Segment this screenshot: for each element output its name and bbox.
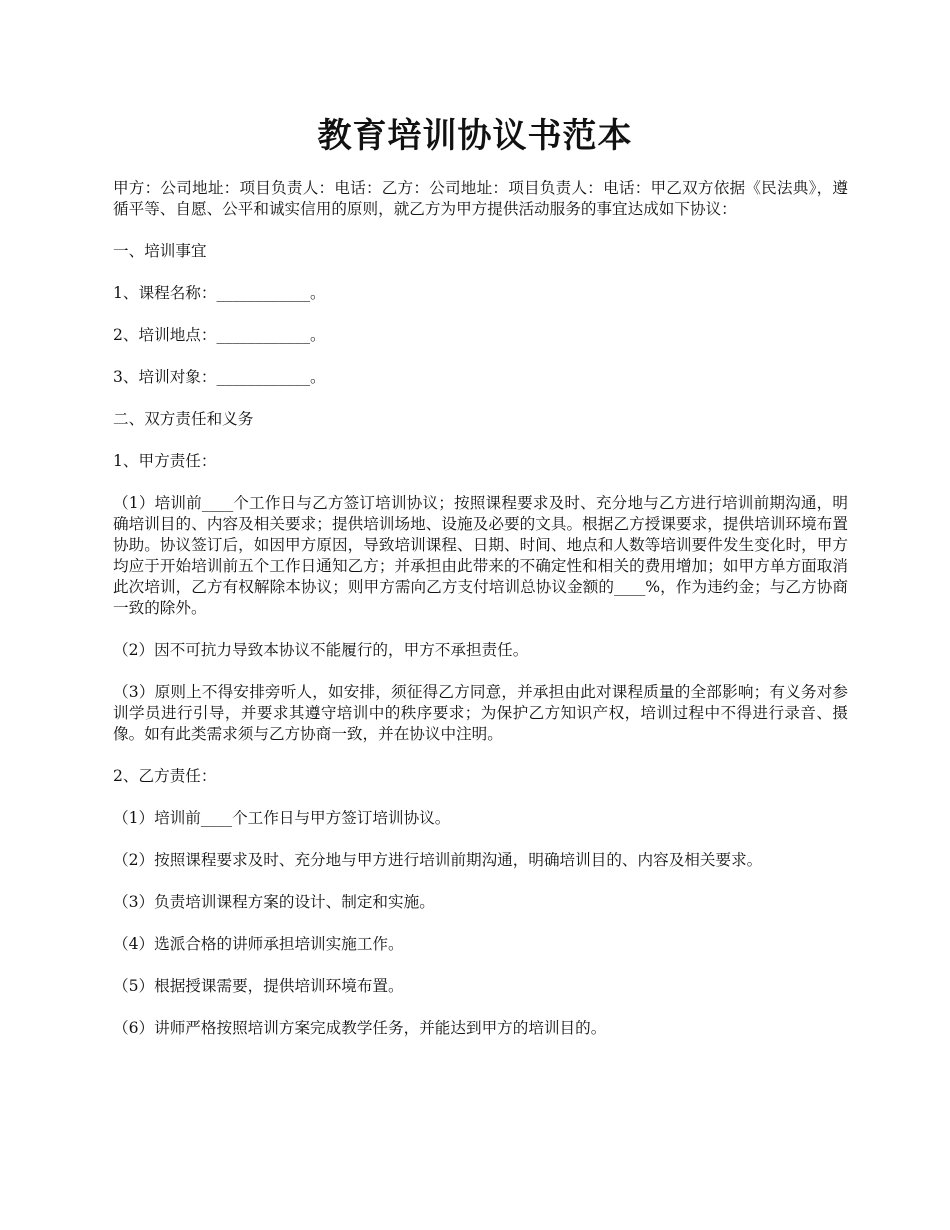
party-b-clause-1: （1）培训前____个工作日与甲方签订培训协议。 — [113, 809, 451, 827]
section-heading-responsibilities: 二、双方责任和义务 — [113, 410, 254, 428]
party-b-responsibility-heading: 2、乙方责任： — [113, 767, 217, 785]
party-b-clause-6: （6）讲师严格按照培训方案完成教学任务，并能达到甲方的培训目的。 — [113, 1019, 607, 1037]
document-title: 教育培训协议书范本 — [317, 116, 633, 156]
party-b-clause-3: （3）负责培训课程方案的设计、制定和实施。 — [113, 893, 435, 911]
party-a-responsibility-heading: 1、甲方责任： — [113, 452, 217, 470]
party-a-clause-3: （3）原则上不得安排旁听人，如安排，须征得乙方同意，并承担由此对课程质量的全部影响；有义务对参训学员进行引导，并要求其遵守培训中的秩序要求；为保护乙方知识产权，培训过程中不得进行录音、摄像。如有此类需求须与乙方协商一致，并在协议中注明。 — [113, 683, 849, 743]
intro-paragraph: 甲方：公司地址：项目负责人：电话：乙方：公司地址：项目负责人：电话：甲乙双方依据《民法典》，遵循平等、自愿、公平和诚实信用的原则，就乙方为甲方提供活动服务的事宜达成如下协议： — [113, 179, 848, 218]
section-heading-training-matters: 一、培训事宜 — [113, 242, 207, 260]
course-name-line: 1、课程名称：____________。 — [113, 284, 326, 302]
document-body — [113, 178, 848, 1060]
party-b-clause-2: （2）按照课程要求及时、充分地与甲方进行培训前期沟通，明确培训目的、内容及相关要求。 — [113, 851, 763, 869]
party-a-clause-2: （2）因不可抗力导致本协议不能履行的，甲方不承担责任。 — [113, 641, 529, 659]
party-b-clause-5: （5）根据授课需要，提供培训环境布置。 — [113, 977, 404, 995]
training-target-line: 3、培训对象：____________。 — [113, 368, 326, 386]
training-location-line: 2、培训地点：____________。 — [113, 326, 326, 344]
party-a-clause-1: （1）培训前____个工作日与乙方签订培训协议；按照课程要求及时、充分地与乙方进行培训前期沟通，明确培训目的、内容及相关要求；提供培训场地、设施及必要的文具。根据乙方授课要求，提供培训环境布置协助。协议签订后，如因甲方原因，导致培训课程、日期、时间、地点和人数等培训要件发生变化时，甲方均应于开始培训前五个工作日通知乙方；并承担由此带来的不确定性和相关的费用增加；如甲方单方面取消此次培训，乙方有权解除本协议；则甲方需向乙方支付培训总协议金额的____%，作为违约金；与乙方协商一致的除外。 — [113, 494, 848, 617]
party-b-clause-4: （4）选派合格的讲师承担培训实施工作。 — [113, 935, 404, 953]
